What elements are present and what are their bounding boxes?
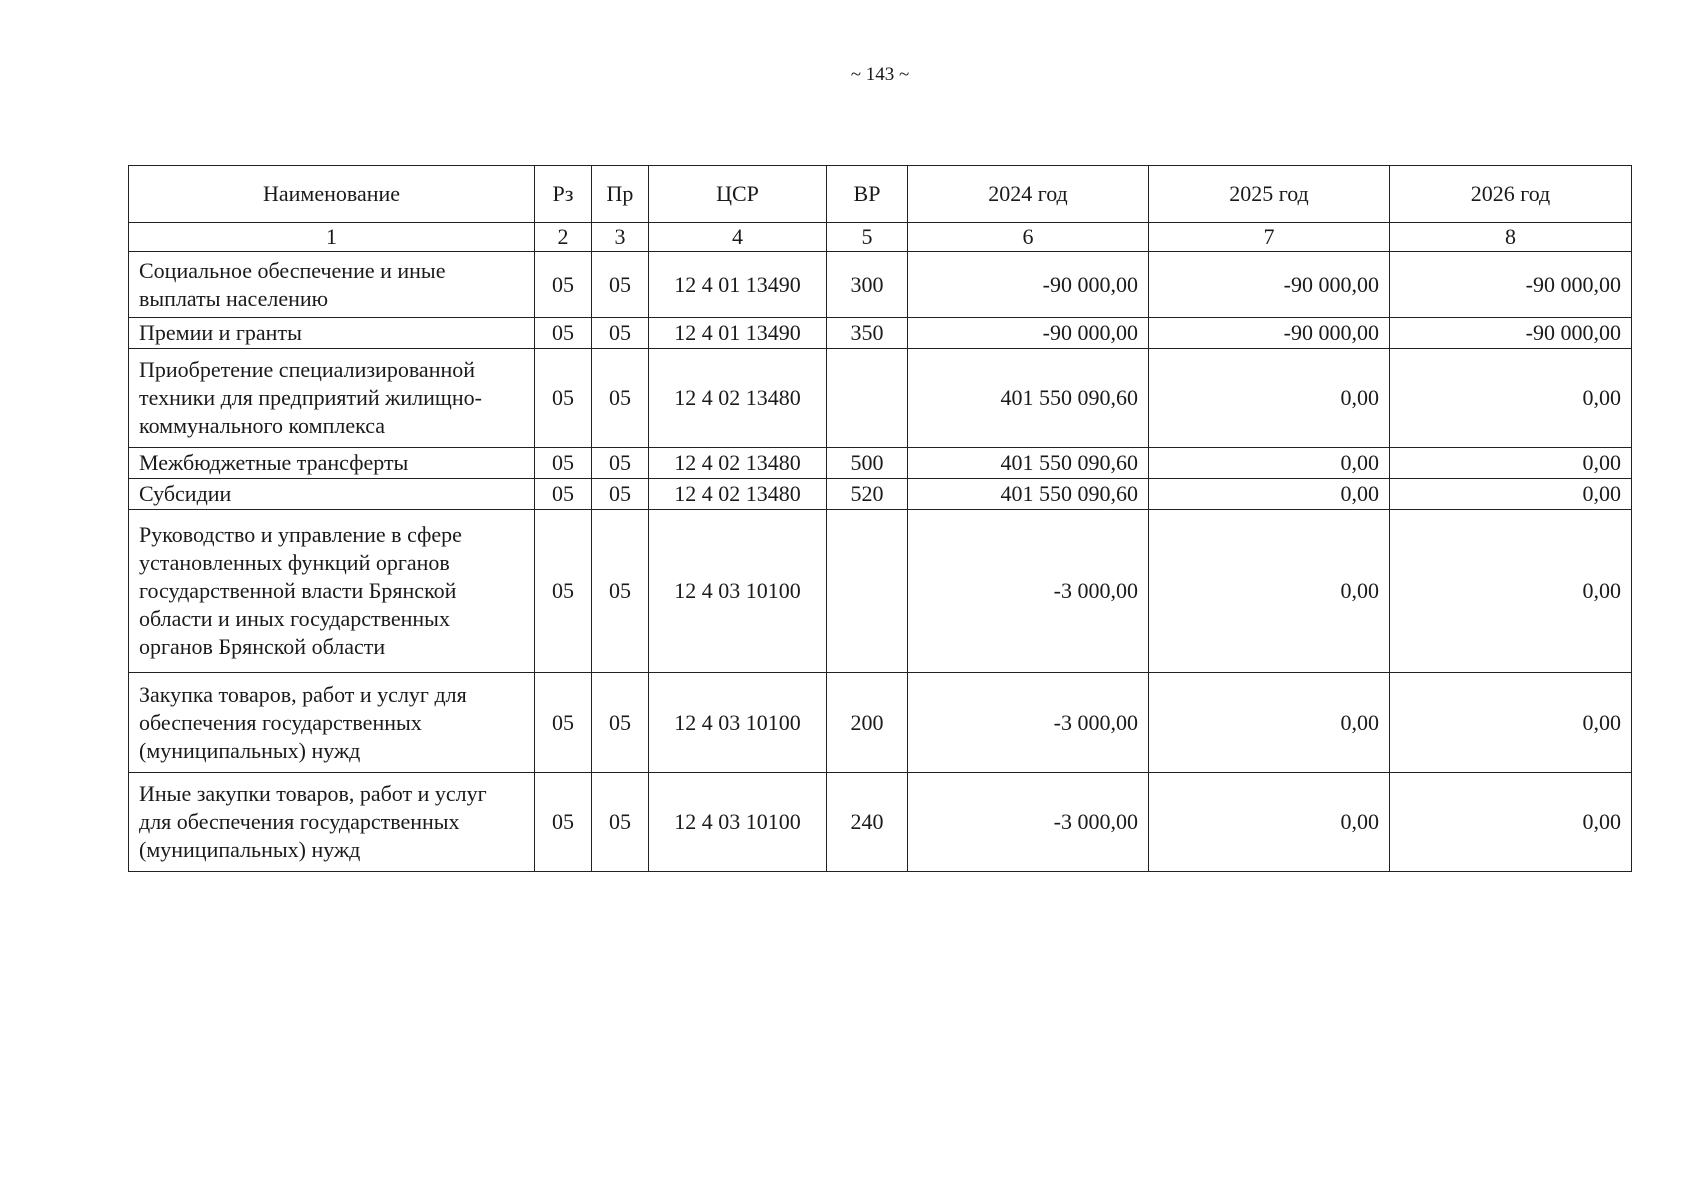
row-2024: 401 550 090,60 [908, 349, 1149, 448]
row-2026: 0,00 [1390, 773, 1632, 872]
column-number: 6 [908, 223, 1149, 252]
row-vr: 300 [827, 252, 908, 318]
row-vr: 500 [827, 448, 908, 479]
row-2025: -90 000,00 [1149, 318, 1390, 349]
row-2024: -90 000,00 [908, 252, 1149, 318]
column-number: 5 [827, 223, 908, 252]
row-vr [827, 349, 908, 448]
header-vr: ВР [827, 166, 908, 223]
header-csr: ЦСР [649, 166, 827, 223]
row-rz: 05 [535, 252, 592, 318]
row-pr: 05 [592, 479, 649, 510]
column-number: 7 [1149, 223, 1390, 252]
column-number: 8 [1390, 223, 1632, 252]
row-2024: -90 000,00 [908, 318, 1149, 349]
row-2024: 401 550 090,60 [908, 479, 1149, 510]
table-row [129, 773, 1632, 872]
row-2025: 0,00 [1149, 479, 1390, 510]
row-name: Закупка товаров, работ и услуг для обеспечения государственных (муниципальных) нужд [129, 673, 535, 773]
row-csr: 12 4 03 10100 [649, 510, 827, 673]
row-2024: -3 000,00 [908, 673, 1149, 773]
row-name: Премии и гранты [129, 318, 535, 349]
row-2025: 0,00 [1149, 673, 1390, 773]
table-row [129, 349, 1632, 448]
table-row [129, 318, 1632, 349]
row-2025: 0,00 [1149, 349, 1390, 448]
row-csr: 12 4 02 13480 [649, 349, 827, 448]
row-csr: 12 4 02 13480 [649, 479, 827, 510]
row-2025: 0,00 [1149, 773, 1390, 872]
column-number: 1 [129, 223, 535, 252]
row-name: Иные закупки товаров, работ и услуг для обеспечения государственных (муниципальных) нужд [129, 773, 535, 872]
row-2026: 0,00 [1390, 510, 1632, 673]
table-row [129, 479, 1632, 510]
header-row [129, 166, 1632, 223]
row-pr: 05 [592, 673, 649, 773]
row-name: Субсидии [129, 479, 535, 510]
column-number-row [129, 223, 1632, 252]
page-number: ~ 143 ~ [850, 64, 910, 85]
row-2026: 0,00 [1390, 448, 1632, 479]
row-2025: 0,00 [1149, 510, 1390, 673]
row-2026: 0,00 [1390, 349, 1632, 448]
row-2024: 401 550 090,60 [908, 448, 1149, 479]
header-2026: 2026 год [1390, 166, 1632, 223]
header-pr: Пр [592, 166, 649, 223]
row-rz: 05 [535, 673, 592, 773]
row-2026: 0,00 [1390, 673, 1632, 773]
row-vr: 240 [827, 773, 908, 872]
row-csr: 12 4 03 10100 [649, 673, 827, 773]
row-rz: 05 [535, 510, 592, 673]
row-csr: 12 4 03 10100 [649, 773, 827, 872]
table-row [129, 448, 1632, 479]
row-2025: -90 000,00 [1149, 252, 1390, 318]
row-csr: 12 4 01 13490 [649, 252, 827, 318]
row-vr: 200 [827, 673, 908, 773]
row-rz: 05 [535, 773, 592, 872]
row-2024: -3 000,00 [908, 773, 1149, 872]
row-2026: -90 000,00 [1390, 252, 1632, 318]
row-2025: 0,00 [1149, 448, 1390, 479]
header-name: Наименование [129, 166, 535, 223]
table-row [129, 673, 1632, 773]
header-2024: 2024 год [908, 166, 1149, 223]
row-name: Социальное обеспечение и иные выплаты населению [129, 252, 535, 318]
row-csr: 12 4 01 13490 [649, 318, 827, 349]
row-name: Межбюджетные трансферты [129, 448, 535, 479]
table-row [129, 252, 1632, 318]
header-rz: Рз [535, 166, 592, 223]
row-pr: 05 [592, 252, 649, 318]
row-pr: 05 [592, 349, 649, 448]
table-row [129, 510, 1632, 673]
row-2026: -90 000,00 [1390, 318, 1632, 349]
row-pr: 05 [592, 773, 649, 872]
row-rz: 05 [535, 349, 592, 448]
row-pr: 05 [592, 510, 649, 673]
row-pr: 05 [592, 448, 649, 479]
row-vr: 520 [827, 479, 908, 510]
column-number: 3 [592, 223, 649, 252]
budget-table [128, 165, 1632, 872]
row-name: Приобретение специализированной техники для предприятий жилищно-коммунального комплекса [129, 349, 535, 448]
row-2024: -3 000,00 [908, 510, 1149, 673]
header-2025: 2025 год [1149, 166, 1390, 223]
row-csr: 12 4 02 13480 [649, 448, 827, 479]
row-2026: 0,00 [1390, 479, 1632, 510]
row-pr: 05 [592, 318, 649, 349]
row-vr [827, 510, 908, 673]
row-rz: 05 [535, 479, 592, 510]
column-number: 2 [535, 223, 592, 252]
row-rz: 05 [535, 318, 592, 349]
row-rz: 05 [535, 448, 592, 479]
column-number: 4 [649, 223, 827, 252]
row-vr: 350 [827, 318, 908, 349]
row-name: Руководство и управление в сфере установленных функций органов государственной власти Брянской области и иных государственных органов Брянской области [129, 510, 535, 673]
